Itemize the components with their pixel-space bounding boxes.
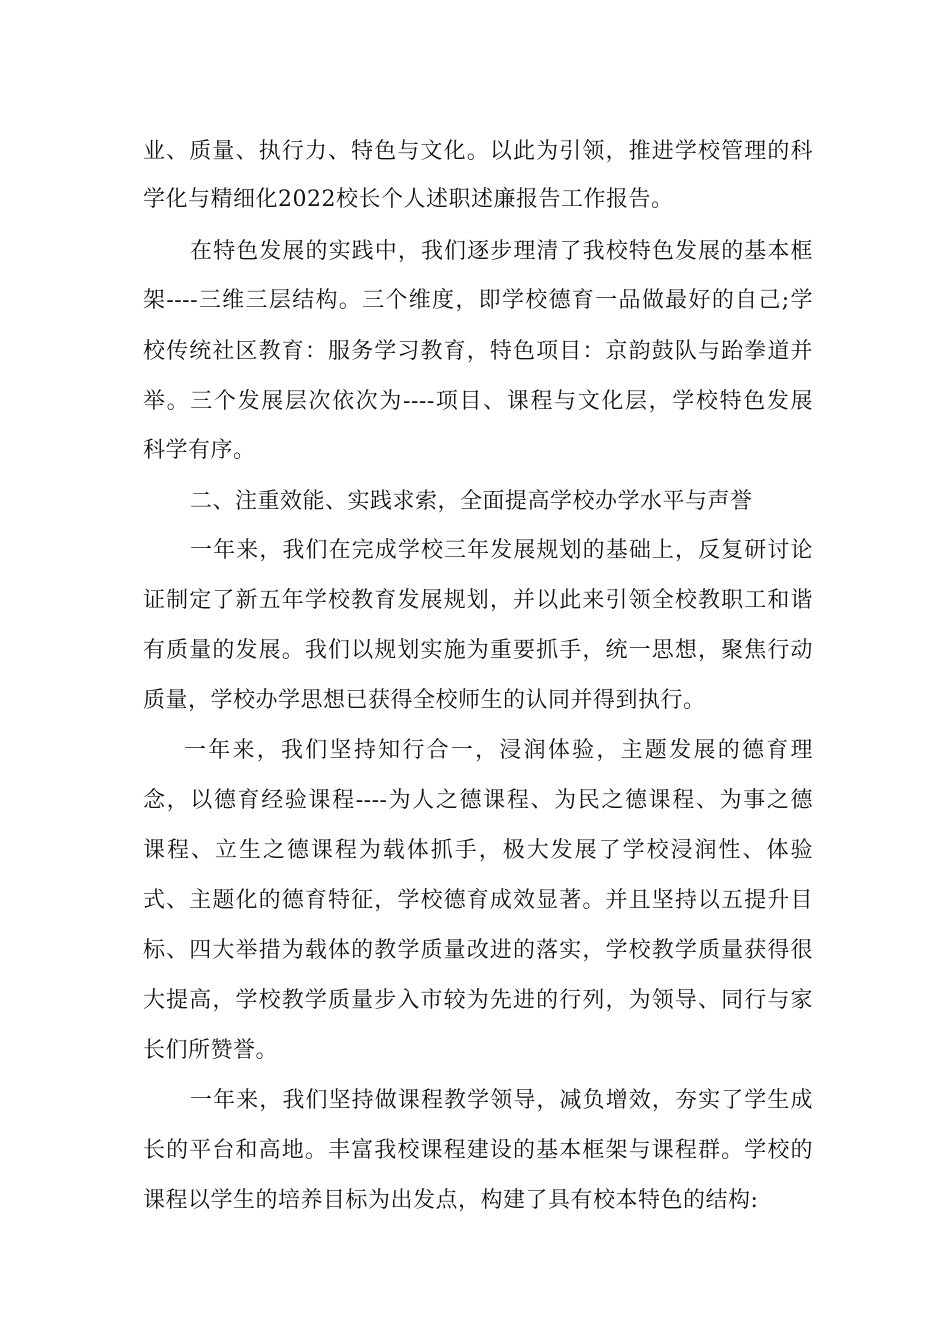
text-line-15: 课程、立生之德课程为载体抓手，极大发展了学校浸润性、体验 bbox=[143, 838, 813, 863]
text-line-9: 一年来，我们在完成学校三年发展规划的基础上，反复研讨论 bbox=[190, 538, 813, 563]
text-line-7: 科学有序。 bbox=[143, 438, 256, 463]
text-line-21: 长的平台和高地。丰富我校课程建设的基本框架与课程群。学校的 bbox=[143, 1138, 813, 1163]
text-line-3: 在特色发展的实践中，我们逐步理清了我校特色发展的基本框 bbox=[190, 239, 813, 264]
text-line-16: 式、主题化的德育特征，学校德育成效显著。并且坚持以五提升目 bbox=[143, 888, 813, 913]
text-line-2: 学化与精细化2022校长个人述职述廉报告工作报告。 bbox=[143, 187, 674, 212]
text-line-19: 长们所赞誉。 bbox=[143, 1038, 279, 1063]
text-line-1: 业、质量、执行力、特色与文化。以此为引领，推进学校管理的科 bbox=[143, 139, 813, 164]
text-line-17: 标、四大举措为载体的教学质量改进的落实，学校教学质量获得很 bbox=[143, 938, 813, 963]
text-line-10: 证制定了新五年学校教育发展规划，并以此来引领全校教职工和谐 bbox=[143, 588, 813, 613]
text-line-4: 架----三维三层结构。三个维度，即学校德育一品做最好的自己;学 bbox=[143, 288, 813, 313]
text-line-11: 有质量的发展。我们以规划实施为重要抓手，统一思想，聚焦行动 bbox=[143, 638, 813, 663]
text-line-22: 课程以学生的培养目标为出发点，构建了具有校本特色的结构: bbox=[143, 1188, 759, 1213]
text-line-13: 一年来，我们坚持知行合一，浸润体验，主题发展的德育理 bbox=[184, 738, 813, 763]
text-line-5: 校传统社区教育：服务学习教育，特色项目：京韵鼓队与跆拳道并 bbox=[143, 339, 813, 364]
text-line-18: 大提高，学校教学质量步入市较为先进的行列，为领导、同行与家 bbox=[143, 988, 813, 1013]
text-line-12: 质量，学校办学思想已获得全校师生的认同并得到执行。 bbox=[143, 688, 706, 713]
section-heading: 二、注重效能、实践求索，全面提高学校办学水平与声誉 bbox=[190, 489, 753, 514]
text-line-20: 一年来，我们坚持做课程教学领导，减负增效，夯实了学生成 bbox=[190, 1088, 813, 1113]
text-line-14: 念，以德育经验课程----为人之德课程、为民之德课程、为事之德 bbox=[143, 788, 813, 813]
text-line-6: 举。三个发展层次依次为----项目、课程与文化层，学校特色发展 bbox=[143, 389, 813, 414]
